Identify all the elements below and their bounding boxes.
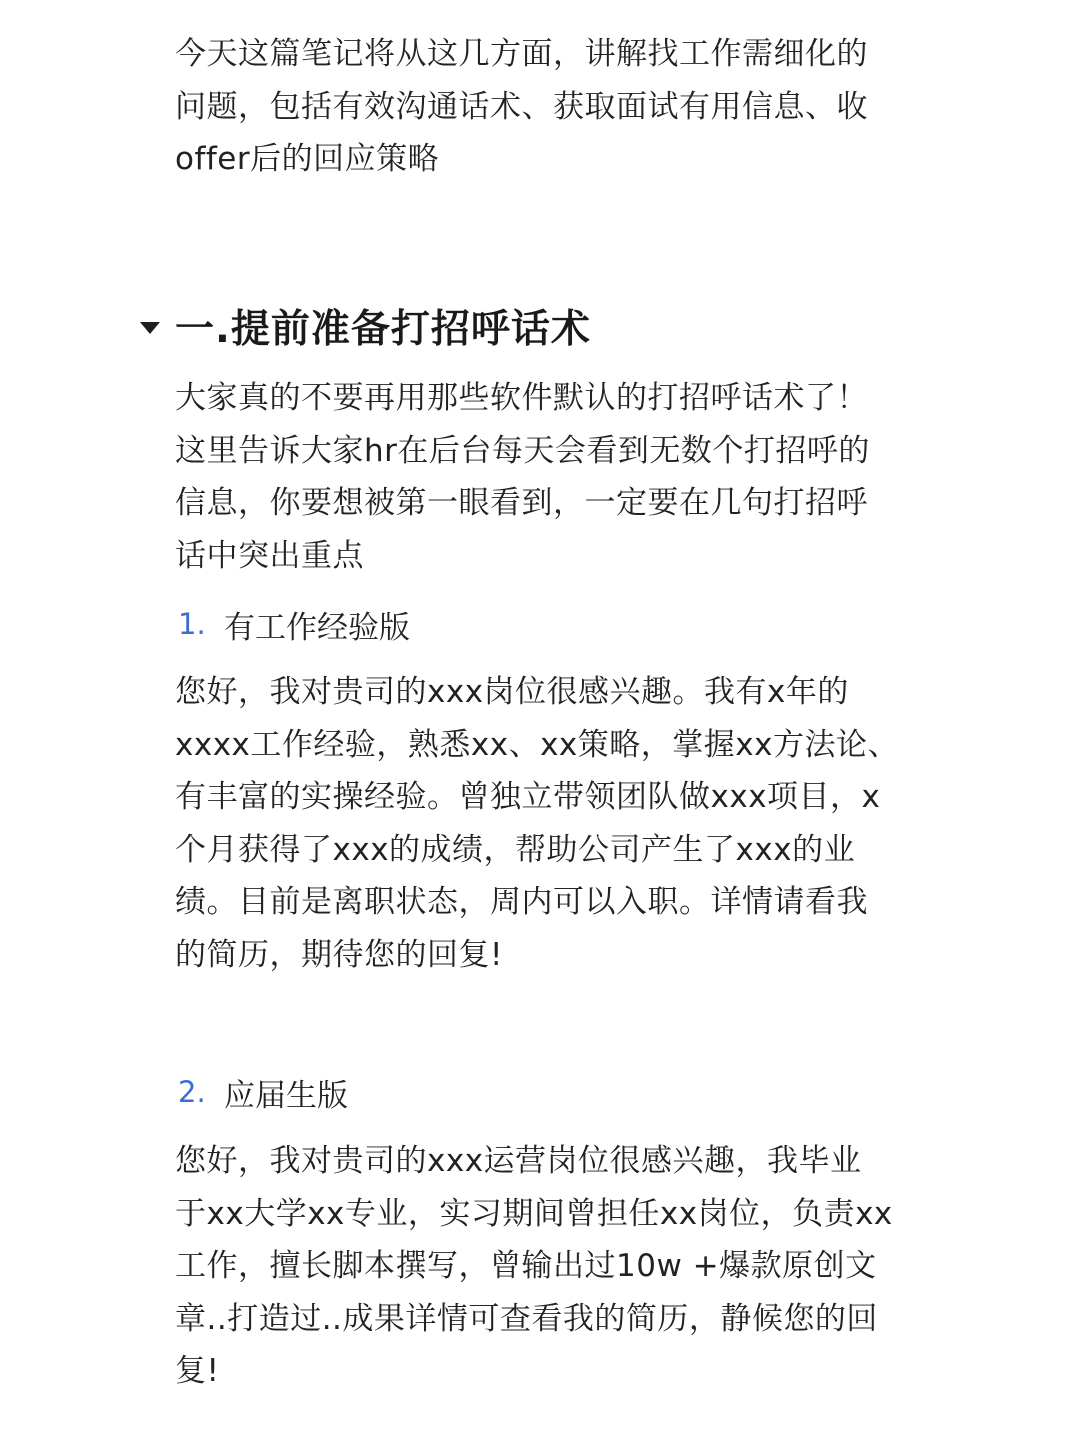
list-label: 应届生版 [224,1077,348,1114]
graduate-template-paragraph: 您好，我对贵司的xxx运营岗位很感兴趣，我毕业 于xx大学xx专业，实习期间曾担任xx岗位，负责xx 工作，擅长脚本撰写，曾输出过10w +爆款原创文 章..打造过..成果详情可查看我的简历，静候您的回 复! [175,1143,893,1389]
list-number: 1. [178,607,206,641]
list-item-experienced [178,598,410,650]
list-label: 有工作经验版 [224,609,410,646]
list-number: 2. [178,1075,206,1109]
list-item-graduate [178,1066,348,1118]
section-heading-toggle[interactable] [140,296,591,356]
section-body-paragraph: 大家真的不要再用那些软件默认的打招呼话术了！ 这里告诉大家hr在后台每天会看到无数个打招呼的 信息，你要想被第一眼看到，一定要在几句打招呼 话中突出重点 [175,380,870,574]
intro-paragraph: 今天这篇笔记将从这几方面，讲解找工作需细化的 问题，包括有效沟通话术、获取面试有用信息、收 offer后的回应策略 [175,36,868,177]
experienced-template-paragraph: 您好，我对贵司的xxx岗位很感兴趣。我有x年的 xxxx工作经验，熟悉xx、xx策略，掌握xx方法论、 有丰富的实操经验。曾独立带领团队做xxx项目，x 个月获得了xxx的成绩，帮助公司产生了xxx的业 绩。目前是离职状态，周内可以入职。详情请看我 的简历，期待您的回复! [175,674,899,973]
section-title: 一.提前准备打招呼话术 [175,307,591,352]
triangle-down-icon[interactable] [140,322,160,334]
